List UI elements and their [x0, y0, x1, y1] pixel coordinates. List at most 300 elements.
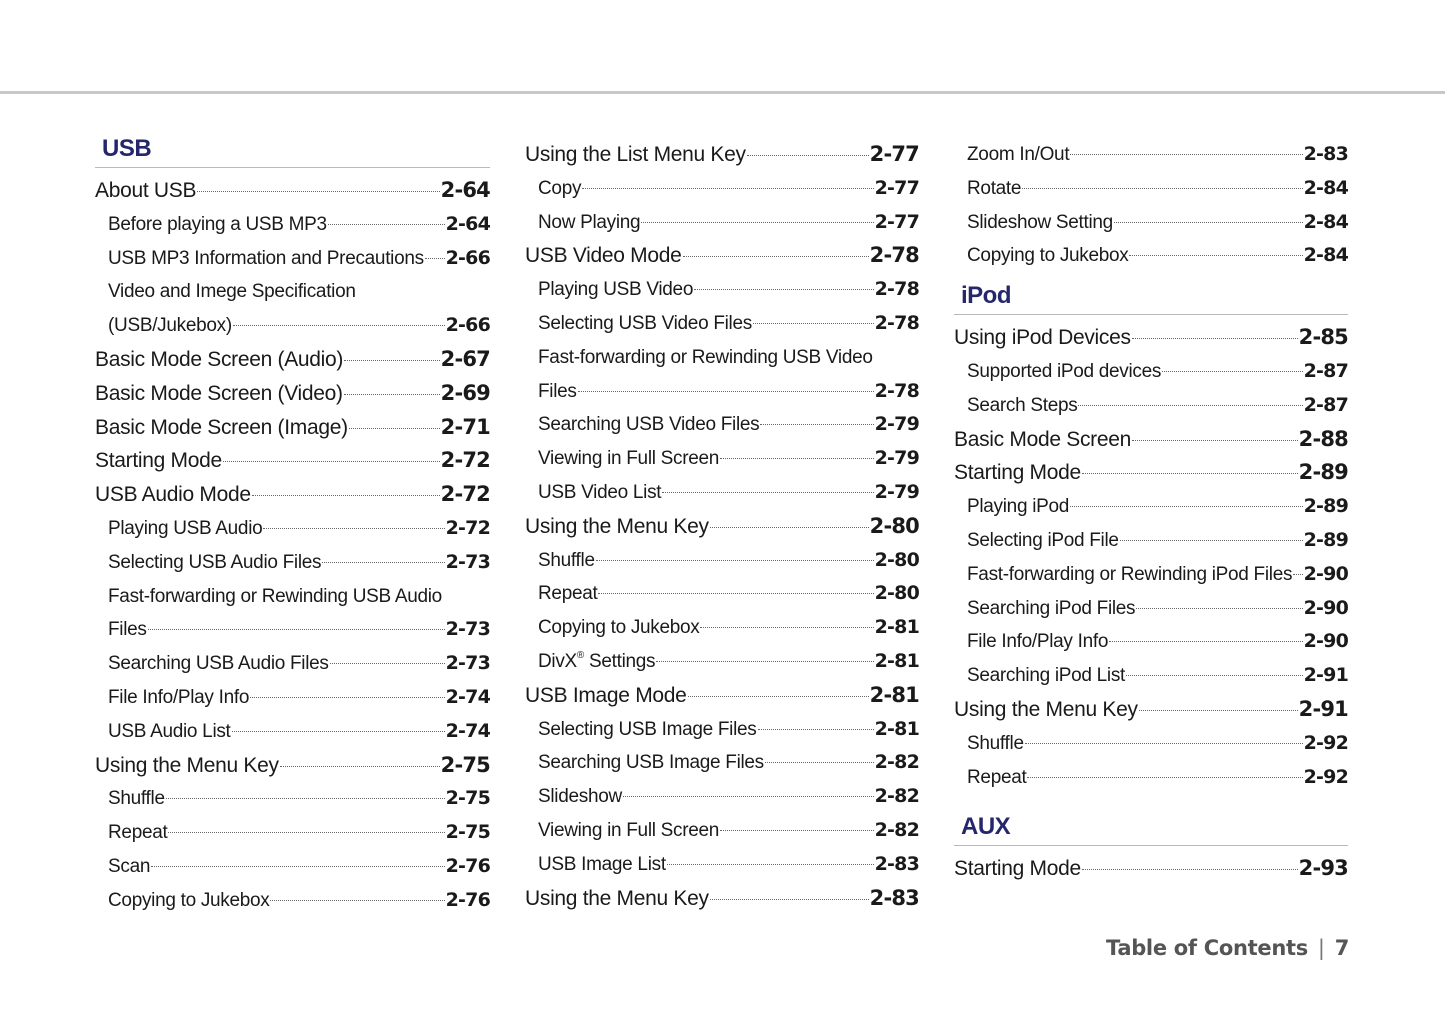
dot-leader — [328, 224, 445, 225]
toc-entry-page: 2-83 — [1303, 143, 1348, 165]
toc-entry-title-text: Copying to Jukebox — [538, 617, 700, 639]
dot-leader — [1114, 222, 1303, 223]
dot-leader — [710, 899, 869, 900]
toc-entry-title-text: USB Video Mode — [525, 244, 682, 268]
toc-entry[interactable] — [525, 611, 919, 645]
registered-mark: ® — [576, 649, 584, 661]
dot-leader — [760, 424, 873, 425]
toc-entry-title — [967, 239, 1128, 273]
toc-entry-title — [95, 343, 343, 377]
toc-entry-page: 2-66 — [445, 246, 490, 269]
toc-entry[interactable] — [95, 208, 490, 242]
toc-entry[interactable] — [954, 423, 1348, 457]
toc-entry-title — [954, 693, 1138, 727]
toc-entry[interactable] — [95, 546, 490, 580]
toc-entry-title — [538, 273, 693, 307]
toc-entry-page: 2-74 — [445, 719, 490, 742]
toc-entry-title-text: Playing USB Video — [538, 279, 694, 301]
toc-entry[interactable] — [954, 727, 1348, 761]
toc-entry-title — [108, 275, 356, 309]
toc-entry-title-text: Basic Mode Screen (Video) — [95, 381, 343, 405]
dot-leader — [1293, 574, 1302, 575]
toc-entry[interactable] — [954, 852, 1348, 886]
toc-entry[interactable] — [954, 138, 1348, 172]
toc-entry-title-text: Playing iPod — [967, 496, 1070, 518]
dot-leader — [747, 155, 869, 156]
toc-entry[interactable] — [954, 490, 1348, 524]
toc-entry[interactable] — [525, 814, 919, 848]
toc-entry-title-text: About USB — [95, 179, 197, 202]
toc-entry-title-text: Selecting USB Video Files — [538, 312, 752, 334]
toc-entry[interactable] — [954, 355, 1348, 389]
toc-entry-page: 2-69 — [440, 380, 490, 405]
dot-leader — [1109, 641, 1303, 642]
dot-leader — [1132, 440, 1298, 441]
dot-leader — [758, 729, 874, 730]
toc-entry-title — [967, 558, 1292, 592]
toc-entry-page: 2-82 — [874, 751, 919, 774]
toc-entry-title — [538, 713, 757, 747]
dot-leader — [753, 323, 874, 324]
dot-leader — [148, 629, 445, 630]
toc-entry[interactable] — [95, 242, 490, 276]
toc-entry-page: 2-64 — [440, 178, 490, 202]
dot-leader — [694, 289, 874, 290]
toc-entry-title-text: Basic Mode Screen — [954, 427, 1131, 451]
toc-entry-page: 2-72 — [440, 482, 490, 507]
dot-leader — [1022, 188, 1302, 189]
section-heading-ipod: iPod — [954, 285, 1348, 315]
toc-entry-page: 2-84 — [1303, 176, 1348, 199]
toc-entry-page: 2-79 — [874, 447, 919, 470]
dot-leader — [1070, 154, 1302, 155]
toc-entry[interactable] — [954, 693, 1348, 727]
toc-entry-page: 2-64 — [445, 212, 490, 235]
toc-entry-page: 2-77 — [869, 142, 919, 166]
toc-entry-title-text: Basic Mode Screen (Audio) — [95, 347, 344, 371]
toc-entry-title-text: Viewing in Full Screen — [538, 448, 720, 470]
toc-entry-page: 2-80 — [874, 548, 919, 571]
toc-entry[interactable] — [525, 172, 919, 206]
toc-entry-title-text: Rotate — [967, 177, 1022, 199]
toc-entry-title-text: Slideshow — [538, 786, 622, 808]
toc-entry[interactable] — [525, 476, 919, 510]
dot-leader — [270, 900, 444, 901]
top-divider — [0, 91, 1445, 94]
dot-leader — [582, 188, 873, 189]
dot-leader — [700, 627, 873, 628]
toc-entry-title — [967, 659, 1125, 693]
toc-entry-title — [538, 577, 597, 611]
toc-entry-page: 2-83 — [874, 852, 919, 875]
dot-leader — [1027, 777, 1302, 778]
dot-leader — [598, 593, 873, 594]
dot-leader — [166, 798, 445, 799]
dot-leader — [720, 458, 874, 459]
toc-entry-title-text: Scan — [108, 855, 151, 877]
toc-entry-title — [967, 206, 1113, 240]
toc-entry-title — [95, 444, 222, 478]
toc-entry[interactable] — [95, 580, 490, 614]
toc-entry[interactable] — [95, 816, 490, 850]
toc-entry-page: 2-79 — [874, 413, 919, 436]
toc-entry-page: 2-90 — [1303, 596, 1348, 619]
toc-entry[interactable] — [954, 389, 1348, 423]
toc-entry-title-text: Basic Mode Screen (Image) — [95, 415, 348, 439]
toc-entry-title-text: (USB/Jukebox) — [108, 315, 232, 337]
dot-leader — [656, 661, 873, 662]
toc-entry-title — [95, 411, 348, 445]
toc-entry-title — [108, 242, 424, 276]
toc-entry-title-text: Files — [538, 380, 577, 402]
toc-entry-title — [954, 456, 1081, 490]
toc-entry-title — [967, 524, 1119, 558]
toc-entry-title-text: Searching USB Audio Files — [108, 653, 329, 675]
dot-leader — [641, 222, 873, 223]
toc-entry-title — [108, 681, 249, 715]
toc-entry-title-text: Repeat — [967, 766, 1027, 788]
toc-entry-page: 2-87 — [1303, 359, 1348, 382]
toc-entry-page: 2-78 — [869, 243, 919, 268]
dot-leader — [344, 394, 440, 395]
toc-entry-title-text: DivX — [538, 650, 577, 672]
toc-entry-title — [538, 476, 661, 510]
toc-entry[interactable] — [95, 343, 490, 377]
toc-entry-page: 2-81 — [874, 616, 919, 639]
toc-entry[interactable] — [95, 884, 490, 918]
toc-entry[interactable] — [954, 172, 1348, 206]
toc-entry-title-text: Viewing in Full Screen — [538, 819, 720, 841]
toc-entry[interactable] — [525, 375, 919, 409]
toc-entry-title — [967, 592, 1135, 626]
toc-entry-title-text: Files — [108, 619, 147, 641]
toc-entry[interactable] — [95, 512, 490, 546]
toc-entry-title-text: Shuffle — [538, 549, 595, 571]
dot-leader — [1082, 869, 1298, 870]
toc-entry[interactable] — [95, 715, 490, 749]
toc-entry[interactable] — [954, 761, 1348, 795]
dot-leader — [667, 864, 874, 865]
toc-entry-page: 2-76 — [445, 888, 490, 911]
toc-entry[interactable] — [525, 510, 919, 544]
toc-entry[interactable] — [954, 456, 1348, 490]
toc-entry-title — [108, 782, 165, 816]
toc-entry-page: 2-80 — [874, 582, 919, 605]
toc-entry-title-text: USB Audio List — [108, 720, 231, 742]
toc-entry-title-text: Starting Mode — [95, 449, 222, 473]
toc-entry[interactable] — [954, 321, 1348, 355]
toc-entry[interactable] — [525, 206, 919, 240]
toc-entry-title — [538, 645, 655, 679]
toc-entry-title — [538, 544, 595, 578]
toc-entry-page: 2-90 — [1303, 562, 1348, 585]
toc-entry[interactable] — [954, 625, 1348, 659]
toc-entry[interactable] — [525, 138, 919, 172]
toc-entry-title-text: Repeat — [538, 583, 598, 605]
toc-entry-page: 2-82 — [874, 818, 919, 841]
dot-leader — [1070, 506, 1303, 507]
toc-entry[interactable] — [95, 613, 490, 647]
toc-entry[interactable] — [954, 206, 1348, 240]
toc-entry[interactable] — [525, 679, 919, 713]
toc-entry-title-text: Zoom In/Out — [967, 144, 1070, 165]
toc-entry-page: 2-78 — [874, 311, 919, 334]
toc-entry[interactable] — [95, 681, 490, 715]
dot-leader — [322, 562, 444, 563]
toc-entry-title — [95, 377, 343, 411]
toc-entry-title-text: File Info/Play Info — [967, 631, 1109, 653]
dot-leader — [596, 560, 874, 561]
toc-entry-title — [538, 408, 759, 442]
toc-entry-page: 2-91 — [1298, 696, 1348, 721]
dot-leader — [197, 191, 439, 192]
toc-entry-title — [108, 309, 232, 343]
toc-entry-title — [108, 715, 231, 749]
toc-entry-title — [95, 749, 279, 783]
toc-entry-title-text: USB MP3 Information and Precautions — [108, 247, 424, 269]
dot-leader — [349, 428, 440, 429]
toc-entry-title-text: Video and Imege Specification — [108, 281, 356, 303]
toc-entry[interactable] — [954, 524, 1348, 558]
footer-separator: | — [1317, 936, 1325, 960]
toc-entry-page: 2-76 — [445, 854, 490, 877]
toc-entry-title-text: Copying to Jukebox — [967, 245, 1129, 267]
toc-entry-page: 2-83 — [869, 885, 919, 910]
toc-entry-page: 2-82 — [874, 785, 919, 808]
section-heading-usb: USB — [95, 138, 490, 168]
toc-column-3 — [954, 138, 1348, 886]
dot-leader — [250, 697, 445, 698]
toc-entry-title — [108, 884, 269, 918]
toc-entry-title — [108, 613, 147, 647]
toc-entry-title-text: USB Image List — [538, 853, 666, 875]
toc-entry[interactable] — [95, 174, 490, 208]
dot-leader — [151, 866, 445, 867]
dot-leader — [1136, 608, 1302, 609]
toc-entry-title — [967, 727, 1024, 761]
dot-leader — [252, 495, 440, 496]
toc-entry[interactable] — [954, 659, 1348, 693]
toc-entry-title — [538, 780, 622, 814]
toc-entry[interactable] — [525, 408, 919, 442]
toc-entry-title — [525, 679, 687, 713]
dot-leader — [233, 325, 445, 326]
toc-entry-title — [538, 848, 666, 882]
toc-entry-title-text: Using the Menu Key — [525, 514, 709, 538]
toc-entry-title — [954, 852, 1081, 886]
toc-entry-title — [95, 478, 251, 512]
toc-entry-title — [108, 647, 329, 681]
toc-entry-title-suffix: Settings — [584, 650, 656, 672]
dot-leader — [232, 731, 445, 732]
dot-leader — [1025, 743, 1303, 744]
toc-entry-title — [538, 375, 577, 409]
footer-label: Table of Contents — [1106, 936, 1308, 960]
toc-entry-title-text: Searching USB Video Files — [538, 414, 760, 436]
toc-entry[interactable] — [525, 746, 919, 780]
toc-entry-title — [108, 546, 321, 580]
toc-entry-title-text: USB Image Mode — [525, 683, 687, 707]
dot-leader — [1078, 405, 1302, 406]
page-footer — [1106, 936, 1349, 960]
toc-entry-page: 2-93 — [1298, 856, 1348, 881]
toc-entry-page: 2-89 — [1298, 460, 1348, 485]
toc-entry-title — [525, 239, 682, 273]
toc-entry-title-text: Searching USB Image Files — [538, 752, 764, 774]
toc-entry-title — [967, 389, 1077, 423]
toc-entry-title-text: Now Playing — [538, 211, 641, 233]
dot-leader — [623, 796, 874, 797]
toc-entry-title-text: Fast-forwarding or Rewinding USB Audio — [108, 585, 442, 607]
dot-leader — [578, 391, 874, 392]
toc-entry-page: 2-72 — [445, 516, 490, 539]
toc-entry-page: 2-75 — [440, 752, 490, 777]
toc-entry-title — [967, 172, 1021, 206]
toc-entry-page: 2-78 — [874, 379, 919, 402]
toc-entry[interactable] — [525, 780, 919, 814]
toc-entry-title-text: Slideshow Setting — [967, 211, 1113, 233]
dot-leader — [710, 527, 869, 528]
toc-entry-title — [967, 355, 1161, 389]
toc-entry-title-text: Starting Mode — [954, 857, 1081, 881]
toc-entry-page: 2-81 — [874, 717, 919, 740]
toc-entry[interactable] — [95, 377, 490, 411]
dot-leader — [1132, 338, 1298, 339]
dot-leader — [688, 696, 869, 697]
dot-leader — [765, 762, 874, 763]
toc-entry-title-text: Search Steps — [967, 394, 1078, 416]
toc-entry-page: 2-75 — [445, 821, 490, 844]
toc-entry-page: 2-87 — [1303, 393, 1348, 416]
toc-entry-title — [538, 746, 764, 780]
toc-entry-title-text: Copy — [538, 177, 582, 199]
toc-entry[interactable] — [954, 592, 1348, 626]
toc-entry-title — [538, 206, 640, 240]
toc-entry-title — [108, 208, 327, 242]
section-heading-aux: AUX — [954, 816, 1348, 846]
toc-entry-page: 2-73 — [445, 652, 490, 675]
toc-entry[interactable] — [95, 850, 490, 884]
toc-entry-title-text: Using the Menu Key — [95, 753, 279, 777]
toc-entry[interactable] — [95, 411, 490, 445]
toc-entry-title-text: Supported iPod devices — [967, 360, 1162, 382]
toc-entry-title — [108, 580, 442, 614]
toc-entry-page: 2-89 — [1303, 528, 1348, 551]
toc-entry-page: 2-89 — [1303, 495, 1348, 518]
toc-entry-title-text: Copying to Jukebox — [108, 889, 270, 911]
toc-entry[interactable] — [525, 307, 919, 341]
toc-entry[interactable] — [525, 848, 919, 882]
toc-entry-title-text: Selecting iPod File — [967, 529, 1119, 551]
toc-entry[interactable] — [525, 577, 919, 611]
toc-entry-page: 2-84 — [1303, 244, 1348, 267]
toc-entry-title — [967, 625, 1108, 659]
toc-entry[interactable] — [95, 309, 490, 343]
toc-entry[interactable] — [95, 782, 490, 816]
toc-entry-page: 2-66 — [445, 314, 490, 337]
toc-entry-title-text: Using the List Menu Key — [525, 143, 746, 166]
toc-entry[interactable] — [525, 645, 919, 679]
toc-entry-page: 2-71 — [440, 414, 490, 439]
dot-leader — [1129, 255, 1302, 256]
dot-leader — [1162, 371, 1303, 372]
toc-entry[interactable] — [525, 882, 919, 916]
toc-entry-title-text: USB Video List — [538, 481, 662, 503]
toc-entry-title-text: Before playing a USB MP3 — [108, 213, 327, 235]
toc-entry-title — [108, 512, 262, 546]
toc-entry-page: 2-81 — [869, 682, 919, 707]
dot-leader — [683, 256, 869, 257]
dot-leader — [330, 663, 445, 664]
toc-entry[interactable] — [95, 444, 490, 478]
toc-entry-title-text: Searching iPod List — [967, 665, 1126, 687]
toc-entry-title-text: Selecting USB Audio Files — [108, 551, 322, 573]
toc-entry-title — [108, 850, 150, 884]
toc-entry[interactable] — [525, 341, 919, 375]
toc-entry-page: 2-67 — [440, 346, 490, 371]
toc-entry-page: 2-73 — [445, 618, 490, 641]
dot-leader — [1082, 473, 1298, 474]
toc-entry-page: 2-75 — [445, 787, 490, 810]
dot-leader — [344, 360, 440, 361]
toc-entry-title — [538, 341, 873, 375]
toc-entry-page: 2-77 — [874, 176, 919, 199]
toc-entry-title — [538, 611, 699, 645]
toc-entry[interactable] — [525, 713, 919, 747]
toc-entry-page: 2-80 — [869, 513, 919, 538]
toc-entry-title-text: Shuffle — [108, 788, 165, 810]
toc-entry[interactable] — [954, 558, 1348, 592]
toc-entry-title-text: Using the Menu Key — [954, 697, 1138, 721]
toc-entry-page: 2-72 — [440, 448, 490, 473]
toc-entry-title — [954, 321, 1131, 355]
toc-entry[interactable] — [95, 478, 490, 512]
toc-entry-title — [967, 761, 1026, 795]
toc-entry-page: 2-91 — [1303, 664, 1348, 687]
dot-leader — [168, 832, 444, 833]
toc-entry-title-text: Using iPod Devices — [954, 326, 1131, 350]
toc-entry-page: 2-84 — [1303, 210, 1348, 233]
toc-entry-title — [95, 174, 196, 208]
toc-entry[interactable] — [525, 544, 919, 578]
toc-entry[interactable] — [95, 647, 490, 681]
toc-entry-title — [538, 442, 719, 476]
toc-entry-title — [538, 814, 719, 848]
toc-entry[interactable] — [525, 273, 919, 307]
toc-entry[interactable] — [525, 239, 919, 273]
toc-entry-page: 2-77 — [874, 210, 919, 233]
toc-entry[interactable] — [95, 275, 490, 309]
toc-entry-page: 2-85 — [1298, 325, 1348, 350]
toc-entry-page: 2-90 — [1303, 630, 1348, 653]
toc-entry-title-text: Playing USB Audio — [108, 517, 263, 539]
toc-entry-title — [108, 816, 167, 850]
toc-entry-title-text: Fast-forwarding or Rewinding iPod Files — [967, 563, 1293, 585]
toc-entry[interactable] — [525, 442, 919, 476]
toc-entry[interactable] — [954, 239, 1348, 273]
toc-entry-title — [538, 307, 752, 341]
toc-entry-title-text: Selecting USB Image Files — [538, 718, 757, 740]
toc-entry-title-text: Fast-forwarding or Rewinding USB Video — [538, 346, 873, 368]
dot-leader — [223, 461, 440, 462]
toc-entry-title — [525, 138, 746, 172]
dot-leader — [720, 830, 874, 831]
dot-leader — [662, 492, 873, 493]
toc-entry-title-text: Shuffle — [967, 732, 1024, 754]
toc-entry-title-text: Using the Menu Key — [525, 886, 709, 910]
toc-column-2 — [525, 138, 919, 915]
toc-entry[interactable] — [95, 749, 490, 783]
